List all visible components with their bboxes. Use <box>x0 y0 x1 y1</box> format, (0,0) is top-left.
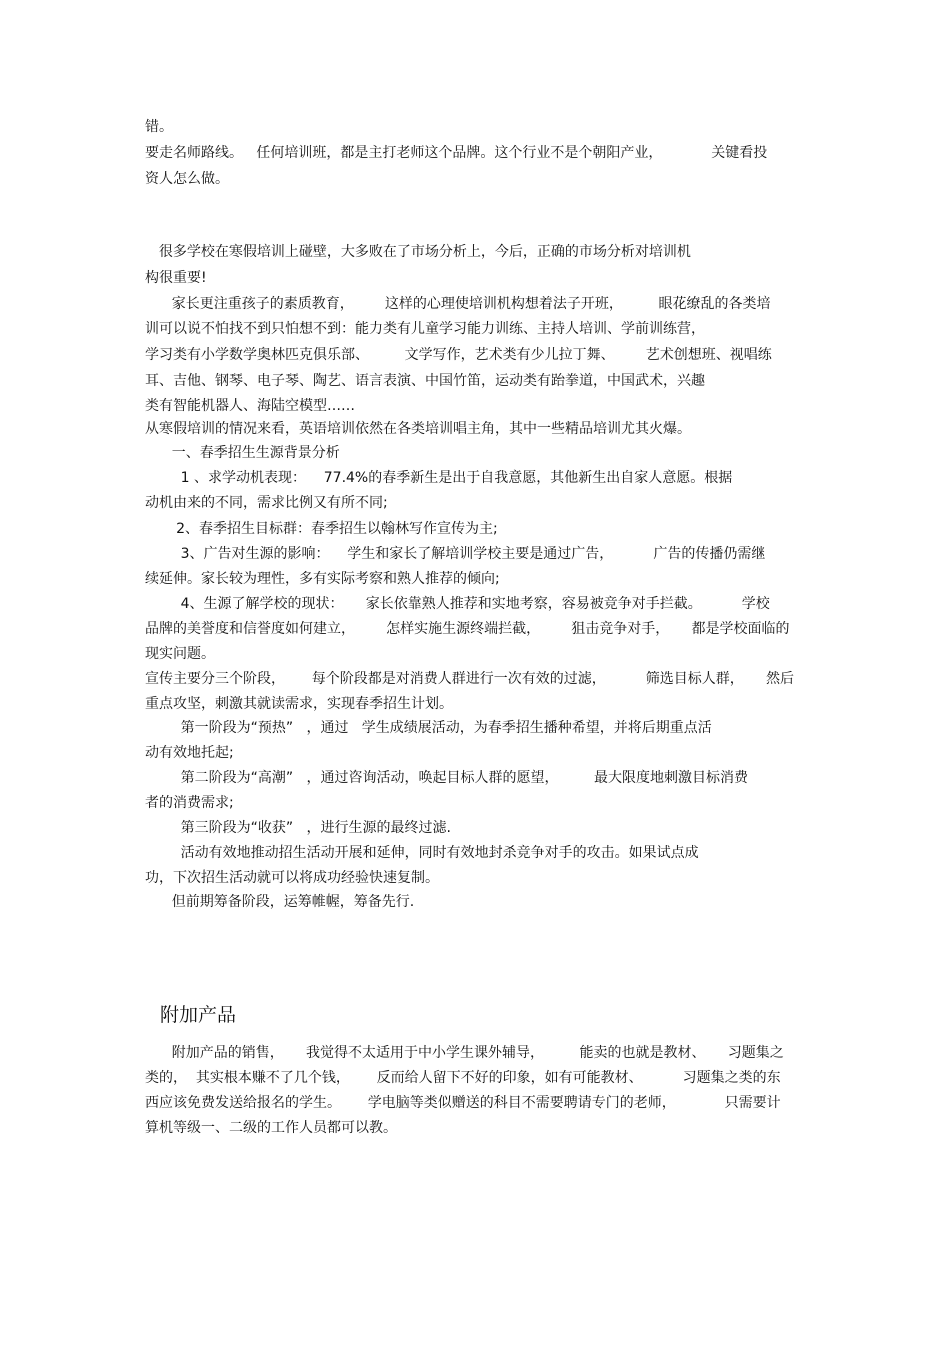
text-line: 1 、求学动机表现： 77.4%的春季新生是出于自我意愿，其他新生出自家人意愿。根据 <box>145 470 733 486</box>
text-line: 第二阶段为“高潮” ，通过咨询活动，唤起目标人群的愿望， 最大限度地刺激目标消费 <box>145 770 749 786</box>
text-line: 第一阶段为“预热” ，通过 学生成绩展活动，为春季招生播种希望，并将后期重点活 <box>145 720 712 736</box>
text-line: 学习类有小学数学奥林匹克俱乐部、 文学写作，艺术类有少儿拉丁舞、 艺术创想班、视唱练 <box>145 347 772 363</box>
text-line: 训可以说不怕找不到只怕想不到：能力类有儿童学习能力训练、主持人培训、学前训练营， <box>145 321 705 337</box>
text-line: 类的， 其实根本赚不了几个钱， 反而给人留下不好的印象，如有可能教材、 习题集之类的东 <box>145 1070 781 1086</box>
section-subheading: 一、春季招生生源背景分析 <box>145 445 340 461</box>
text-line: 2、春季招生目标群：春季招生以翰林写作宣传为主; <box>145 521 498 537</box>
text-line: 品牌的美誉度和信誉度如何建立， 怎样实施生源终端拦截， 狙击竞争对手， 都是学校面临的 <box>145 621 790 637</box>
text-line: 动有效地托起; <box>145 745 234 761</box>
text-line: 错。 <box>145 119 173 135</box>
text-line: 从寒假培训的情况来看，英语培训依然在各类培训唱主角，其中一些精品培训尤其火爆。 <box>145 421 691 437</box>
section-heading: 附加产品 <box>160 1004 237 1026</box>
text-line: 家长更注重孩子的素质教育， 这样的心理使培训机构想着法子开班， 眼花缭乱的各类培 <box>145 296 771 312</box>
text-line: 资人怎么做。 <box>145 171 229 187</box>
text-line: 续延伸。家长较为理性，多有实际考察和熟人推荐的倾向; <box>145 571 500 587</box>
text-line: 要走名师路线。 任何培训班，都是主打老师这个品牌。这个行业不是个朝阳产业， 关键看投 <box>145 145 768 161</box>
text-line: 耳、吉他、钢琴、电子琴、陶艺、语言表演、中国竹笛，运动类有跆拳道，中国武术，兴趣 <box>145 373 705 389</box>
text-line: 但前期筹备阶段，运筹帷幄，筹备先行. <box>145 894 415 910</box>
text-line: 很多学校在寒假培训上碰壁，大多败在了市场分析上，今后，正确的市场分析对培训机 <box>150 244 691 260</box>
text-line: 动机由来的不同，需求比例又有所不同; <box>145 495 388 511</box>
text-line: 3、广告对生源的影响： 学生和家长了解培训学校主要是通过广告， 广告的传播仍需继 <box>145 546 766 562</box>
text-line: 西应该免费发送给报名的学生。 学电脑等类似赠送的科目不需要聘请专门的老师， 只需要计 <box>145 1095 781 1111</box>
text-line: 类有智能机器人、海陆空模型…… <box>145 398 355 414</box>
text-line: 现实问题。 <box>145 646 215 662</box>
text-line: 附加产品的销售， 我觉得不太适用于中小学生课外辅导， 能卖的也就是教材、 习题集之 <box>145 1045 784 1061</box>
text-line: 宣传主要分三个阶段， 每个阶段都是对消费人群进行一次有效的过滤， 筛选目标人群， 然后 <box>145 671 795 687</box>
text-line: 重点攻坚，刺激其就读需求，实现春季招生计划。 <box>145 696 453 712</box>
text-line: 算机等级一、二级的工作人员都可以教。 <box>145 1120 397 1136</box>
text-line: 第三阶段为“收获” ，进行生源的最终过滤. <box>145 820 451 836</box>
text-line: 活动有效地推动招生活动开展和延伸，同时有效地封杀竞争对手的攻击。如果试点成 <box>145 845 699 861</box>
text-line: 者的消费需求; <box>145 795 234 811</box>
text-line: 4、生源了解学校的现状： 家长依靠熟人推荐和实地考察，容易被竞争对手拦截。 学校 <box>145 596 770 612</box>
text-line: 构很重要! <box>145 270 207 286</box>
text-line: 功，下次招生活动就可以将成功经验快速复制。 <box>145 870 439 886</box>
